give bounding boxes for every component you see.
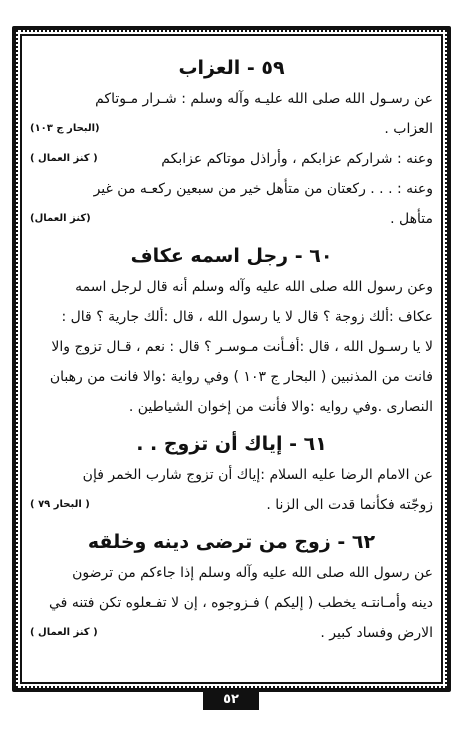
source-reference: ( كنز العمال ): [30, 627, 98, 638]
section-heading: ٥٩ - العزاب: [178, 57, 285, 79]
hadith-line: متأهل .: [390, 211, 433, 227]
section-heading: ٦٢ - زوج من ترضى دينه وخلقه: [87, 531, 376, 553]
page-number: ٥٢: [203, 690, 259, 710]
hadith-line-with-ref: [30, 114, 433, 144]
source-reference: (البحار ج ١٠٣): [30, 123, 100, 134]
hadith-line: دينه وأمـانتـه يخطب ( إليكم ) فـزوجوه ، إن لا تفـعلوه تكن فتنه في: [49, 595, 433, 611]
hadith-line: فانت من المذنبين ( البحار ج ١٠٣ ) وفي رواية :والا فانت من رهبان: [49, 369, 433, 385]
hadith-line: الارض وفساد كبير .: [320, 625, 433, 641]
hadith-line-with-ref: [30, 490, 433, 520]
hadith-line: وعنه : . . . ركعتان من متأهل خير من سبعين ركعـه من غير: [93, 181, 433, 197]
hadith-line-with-ref: [30, 144, 433, 174]
source-reference: ( البحار ٧٩ ): [30, 499, 90, 510]
hadith-line: النصارى .وفي روايه :والا فأنت من إخوان الشياطين .: [128, 399, 433, 415]
hadith-line: عن رسول الله صلى الله عليه وآله وسلم إذا جاءكم من ترضون: [72, 565, 433, 581]
page-content: [30, 44, 433, 674]
hadith-line: لا يا رسـول الله ، قال :أفـأنت مـوسـر ؟ قال : نعم ، قـال تزوج والا: [51, 339, 433, 355]
hadith-line: عن رسـول الله صلى الله عليـه وآله وسلم : شـرار مـوتاكم: [95, 91, 433, 107]
source-reference: ( كنز العمال ): [30, 153, 98, 164]
hadith-line-with-ref: [30, 618, 433, 648]
hadith-line: عكاف :ألك زوجة ؟ قال لا يا رسول الله ، قال :ألك جارية ؟ قال :: [61, 309, 433, 325]
source-reference: (كنز العمال): [30, 213, 91, 224]
hadith-line: زوجّته فكأنما قدت الى الزنا .: [266, 497, 433, 513]
hadith-line: العزاب .: [384, 121, 433, 137]
hadith-line: وعنه : شراركم عزابكم ، وأراذل موتاكم عزابكم: [161, 151, 433, 167]
hadith-line: وعن رسول الله صلى الله عليه وآله وسلم أنه قال لرجل اسمه: [75, 279, 433, 295]
section-heading: ٦١ - إياك أن تزوج . .: [136, 433, 327, 455]
hadith-line-with-ref: [30, 204, 433, 234]
hadith-line: عن الامام الرضا عليه السلام :إياك أن تزوج شارب الخمر فإن: [82, 467, 433, 483]
section-heading: ٦٠ - رجل اسمه عكاف: [130, 245, 333, 267]
